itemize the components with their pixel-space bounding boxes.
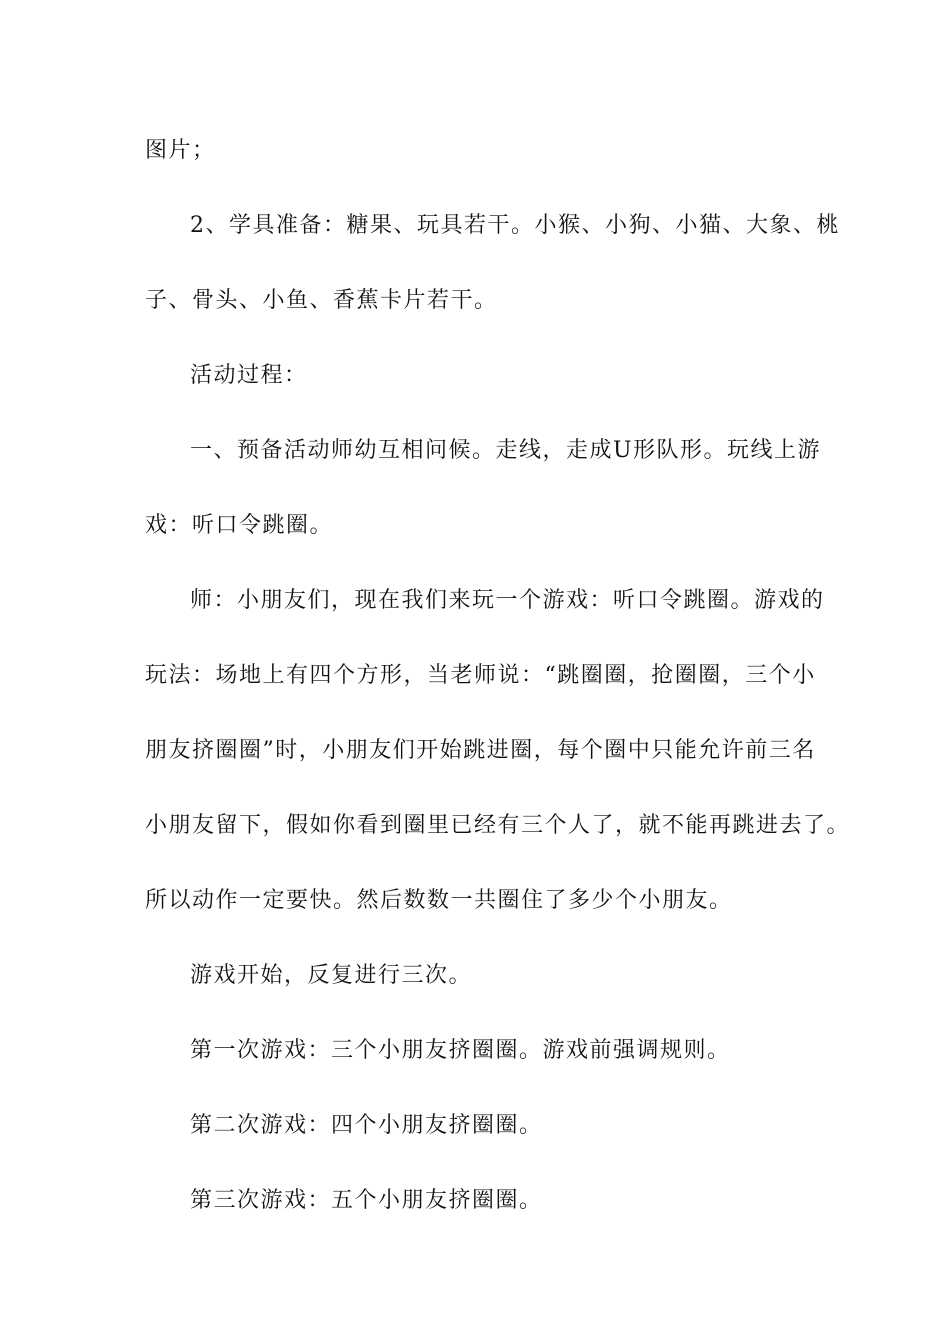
text-line-13: 第一次游戏：三个小朋友挤圈圈。游戏前强调规则。 [190, 1038, 731, 1063]
text-line-5: 一、预备活动师幼互相问候。走线，走成U形队形。玩线上游 [190, 438, 822, 463]
text-line-12: 游戏开始，反复进行三次。 [190, 963, 473, 988]
text-line-14: 第二次游戏：四个小朋友挤圈圈。 [190, 1113, 543, 1138]
text-line-3: 子、骨头、小鱼、香蕉卡片若干。 [145, 288, 498, 313]
text-line-1: 图片； [145, 138, 216, 163]
text-line-15: 第三次游戏：五个小朋友挤圈圈。 [190, 1188, 543, 1213]
text-line-11: 所以动作一定要快。然后数数一共圈住了多少个小朋友。 [145, 888, 733, 913]
text-line-9: 朋友挤圈圈”时，小朋友们开始跳进圈，每个圈中只能允许前三名 [145, 738, 816, 763]
text-line-10: 小朋友留下，假如你看到圈里已经有三个人了，就不能再跳进去了。 [145, 813, 851, 838]
text-line-7: 师：小朋友们，现在我们来玩一个游戏：听口令跳圈。游戏的 [190, 588, 825, 613]
text-line-6: 戏：听口令跳圈。 [145, 513, 334, 538]
text-line-8: 玩法：场地上有四个方形，当老师说：“跳圈圈，抢圈圈，三个小 [145, 663, 816, 688]
section-heading-activity-process: 活动过程： [190, 363, 308, 388]
text-line-2: 2、学具准备：糖果、玩具若干。小猴、小狗、小猫、大象、桃 [190, 213, 840, 238]
